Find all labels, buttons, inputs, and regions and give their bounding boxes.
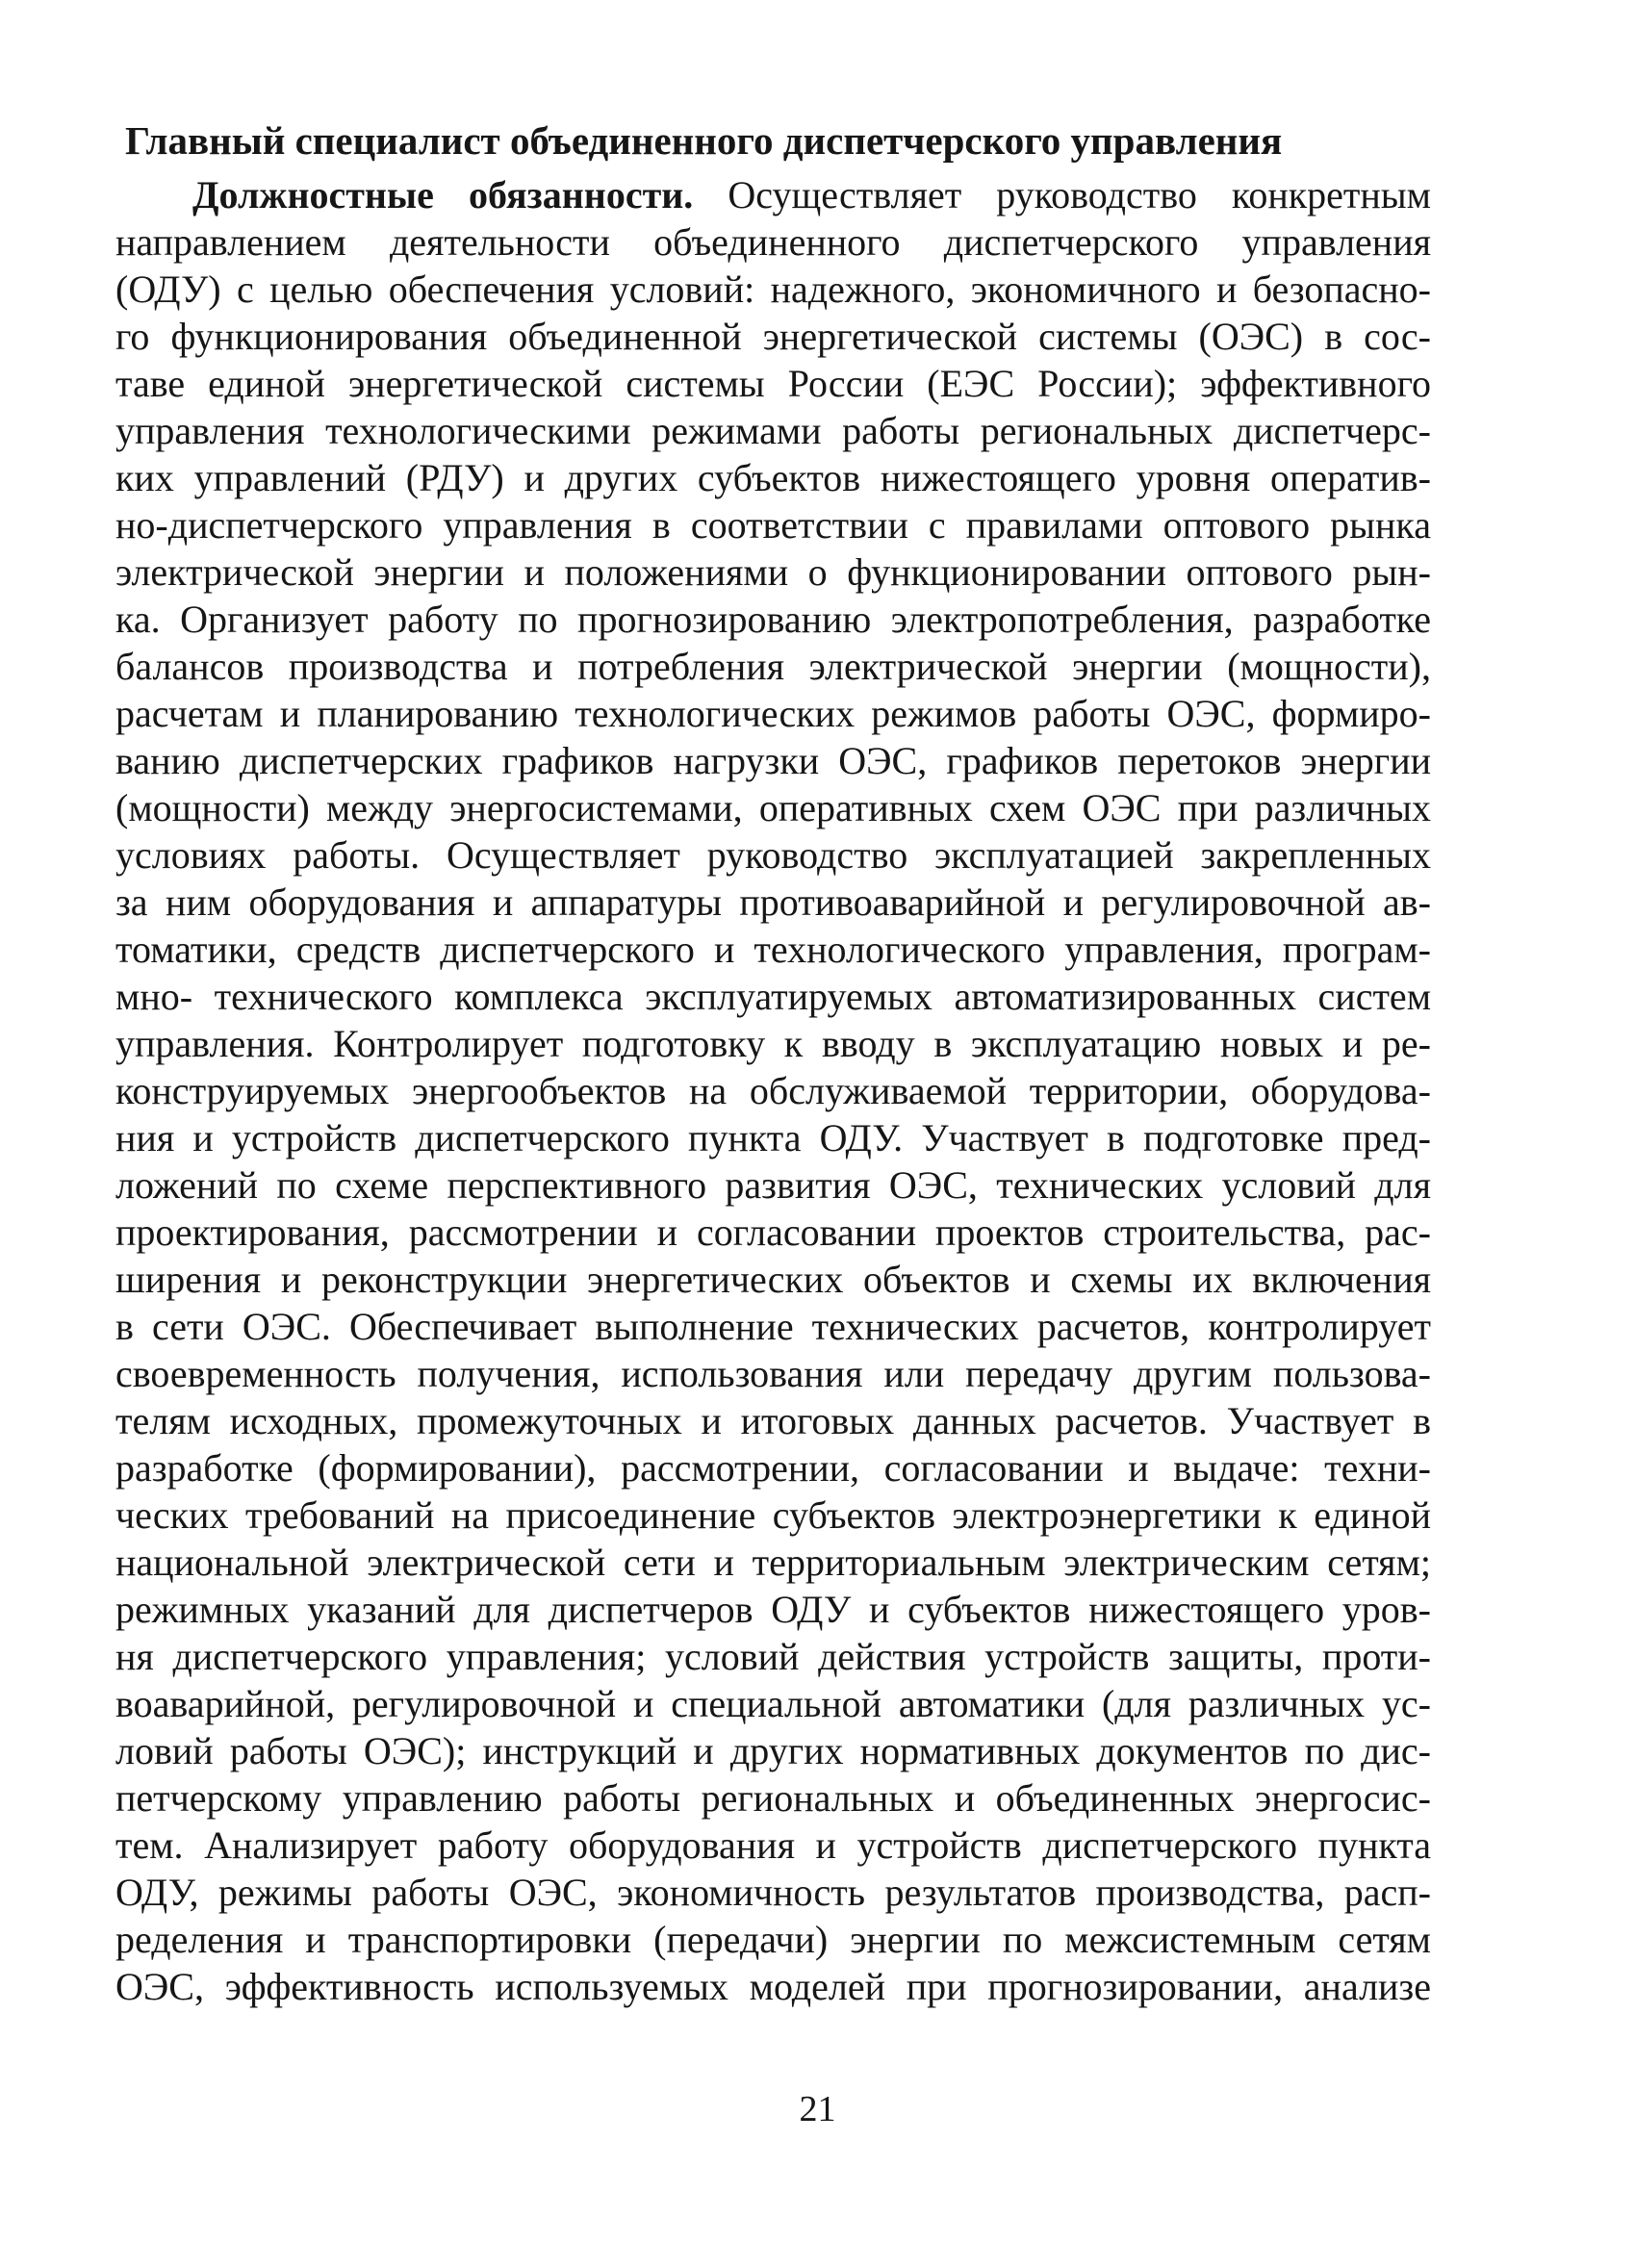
text-line-22: ложений по схеме перспективного развития ОЭС, технических условий для [115,1163,1431,1207]
text-line-33: воаварийной, регулировочной и специальной автоматики (для различных ус- [115,1682,1431,1725]
text-line-11: балансов производства и потребления электрической энергии (мощности), [115,645,1431,688]
body-text [115,171,1431,2010]
text-line-8: но-диспетчерского управления в соответствии с правилами оптового рынка [115,503,1431,547]
text-line-16: за ним оборудования и аппаратуры противоаварийной и регулировочной ав- [115,880,1431,924]
text-line-9: электрической энергии и положениями о функционировании оптового рын- [115,550,1431,594]
text-line-2: направлением деятельности объединенного диспетчерского управления [115,220,1431,264]
text-line-17: томатики, средств диспетчерского и технологического управления, програм- [115,928,1431,971]
text-line-29: ческих требований на присоединение субъектов электроэнергетики к единой [115,1493,1431,1537]
text-line-26: своевременность получения, использования или передачу другим пользова- [115,1352,1431,1395]
text-line-14: (мощности) между энергосистемами, оперативных схем ОЭС при различных [115,786,1431,829]
text-line-1 [115,171,1431,218]
lead-label: Должностные обязанности. [192,173,694,217]
text-line-37: ОДУ, режимы работы ОЭС, экономичность результатов производства, расп- [115,1871,1431,1914]
text-line-39: ОЭС, эффективность используемых моделей при прогнозировании, анализе [115,1965,1431,2008]
text-line-6: управления технологическими режимами работы региональных диспетчерс- [115,409,1431,452]
text-line-31: режимных указаний для диспетчеров ОДУ и субъектов нижестоящего уров- [115,1588,1431,1631]
text-line-5: таве единой энергетической системы России (ЕЭС России); эффективного [115,362,1431,405]
text-line-23: проектирования, рассмотрении и согласовании проектов строительства, рас- [115,1210,1431,1254]
text-line-10: ка. Организует работу по прогнозированию электропотребления, разработке [115,598,1431,641]
text-line-15: условиях работы. Осуществляет руководство эксплуатацией закрепленных [115,833,1431,877]
text-line-19: управления. Контролирует подготовку к вводу в эксплуатацию новых и ре- [115,1022,1431,1065]
text-line-13: ванию диспетчерских графиков нагрузки ОЭС, графиков перетоков энергии [115,739,1431,782]
text-line-28: разработке (формировании), рассмотрении, согласовании и выдаче: техни- [115,1446,1431,1490]
text-line-25: в сети ОЭС. Обеспечивает выполнение технических расчетов, контролирует [115,1305,1431,1348]
section-heading: Главный специалист объединенного диспетчерского управления [125,118,1283,163]
text-line-1-content: Осуществляет руководство конкретным [728,173,1431,217]
text-line-7: ких управлений (РДУ) и других субъектов нижестоящего уровня оператив- [115,456,1431,499]
text-line-4: го функционирования объединенной энергетической системы (ОЭС) в сос- [115,315,1431,358]
text-line-20: конструируемых энергообъектов на обслуживаемой территории, оборудова- [115,1069,1431,1112]
text-line-21: ния и устройств диспетчерского пункта ОДУ. Участвует в подготовке пред- [115,1116,1431,1159]
text-line-35: петчерскому управлению работы региональных и объединенных энергосис- [115,1776,1431,1820]
text-line-24: ширения и реконструкции энергетических объектов и схемы их включения [115,1258,1431,1301]
text-line-34: ловий работы ОЭС); инструкций и других нормативных документов по дис- [115,1729,1431,1772]
text-line-32: ня диспетчерского управления; условий действия устройств защиты, проти- [115,1635,1431,1678]
text-line-30: национальной электрической сети и территориальным электрическим сетям; [115,1541,1431,1584]
text-line-38: ределения и транспортировки (передачи) энергии по межсистемным сетям [115,1918,1431,1961]
text-line-27: телям исходных, промежуточных и итоговых данных расчетов. Участвует в [115,1399,1431,1442]
page-number: 21 [799,2089,836,2129]
text-line-12: расчетам и планированию технологических режимов работы ОЭС, формиро- [115,692,1431,735]
text-line-36: тем. Анализирует работу оборудования и устройств диспетчерского пункта [115,1823,1431,1867]
text-line-3: (ОДУ) с целью обеспечения условий: надежного, экономичного и безопасно- [115,268,1431,311]
text-line-18: мно- технического комплекса эксплуатируемых автоматизированных систем [115,975,1431,1018]
